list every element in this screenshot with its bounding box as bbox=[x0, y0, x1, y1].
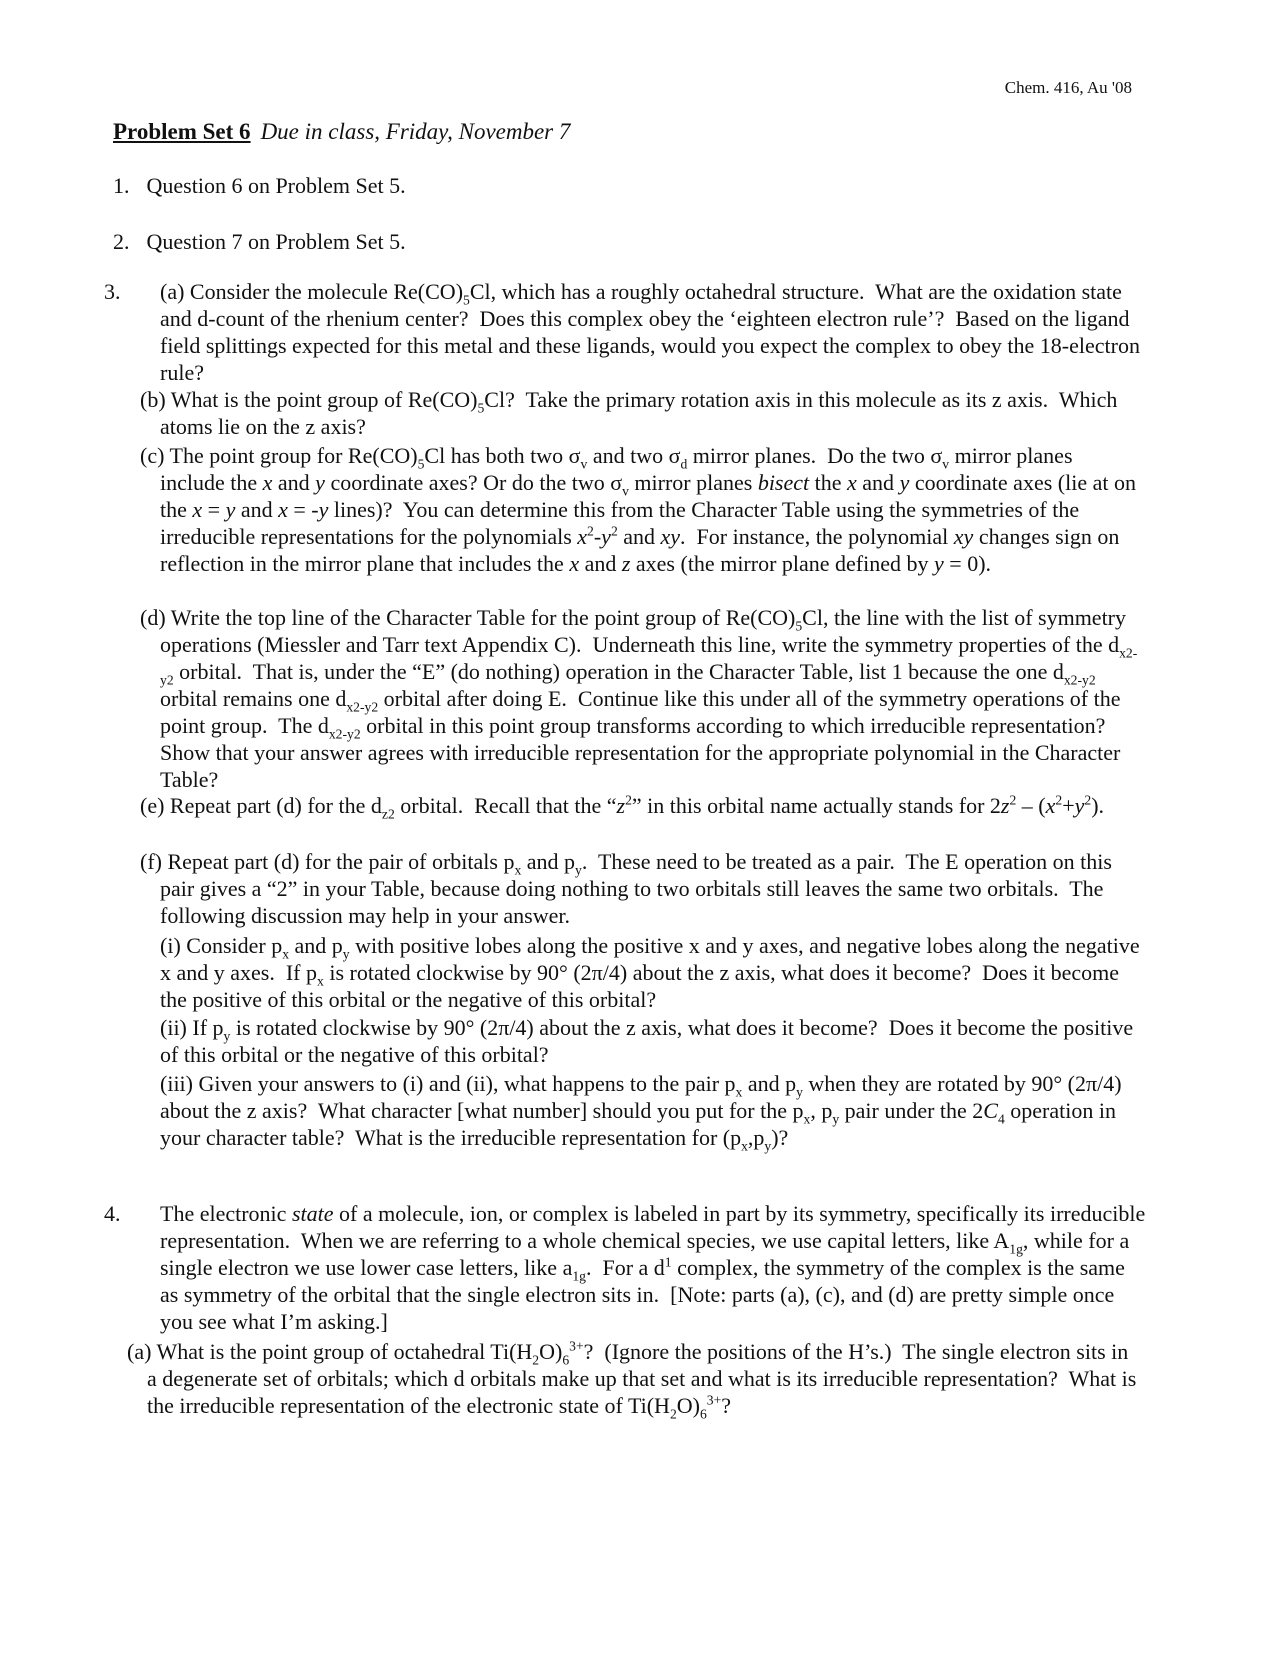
question-2 bbox=[113, 228, 1148, 255]
question-3-part-f: (f) Repeat part (d) for the pair of orbitals $p_x$ and $p_y$. These need to be treated as a pair. The E operation on this pair gives a “2” in your Table, because doing nothing to two orbitals still leaves the same two orbitals. The following discussion may help in your answer. bbox=[140, 849, 1112, 928]
question-number: 4. bbox=[104, 1201, 121, 1226]
part-label: (iii) bbox=[160, 1071, 193, 1096]
question-text: Question 7 on Problem Set 5. bbox=[146, 229, 406, 254]
question-number: 3. bbox=[104, 279, 121, 304]
question-3-part-e: (e) Repeat part (d) for the $d_{z2}$ orbital. Recall that the “$z^2$” in this orbital name actually stands for $2z^2 - (x^2+y^2)$. bbox=[140, 792, 1105, 822]
part-label: (f) bbox=[140, 849, 162, 874]
part-label: (ii) bbox=[160, 1015, 187, 1040]
question-3-part-a: 3. (a) Consider the molecule $Re(CO)_5Cl$, which has a roughly octahedral structure. What are the oxidation state and d-count of the rhenium center? Does this complex obey the ‘eighteen electron rule’? Based on the ligand field splittings expected for this metal and these ligands, would you expect the complex to obey the 18-electron rule? bbox=[104, 279, 1140, 385]
question-1 bbox=[113, 172, 1148, 199]
part-label: (e) bbox=[140, 793, 165, 818]
question-3-part-f-i: (i) Consider $p_x$ and $p_y$ with positive lobes along the positive x and y axes, and negative lobes along the negative x and y axes. If $p_x$ is rotated clockwise by 90° (2π/4) about the z axis, what does it become? Does it become the positive of this orbital or the negative of this orbital? bbox=[160, 933, 1140, 1012]
question-4-intro: 4. The electronic state of a molecule, ion, or complex is labeled in part by its symmetry, specifically its irreducible representation. When we are referring to a whole chemical species, we use capital letters, like $A_{1g}$, while for a single electron we use lower case letters, like $a_{1g}$. For a $d^1$ complex, the symmetry of the complex is the same as symmetry of the orbital that the single electron sits in. [Note: parts (a), (c), and (d) are pretty simple once you see what I’m asking.] bbox=[104, 1201, 1146, 1334]
question-3-part-c: (c) The point group for $Re(CO)_5Cl$ has both two $\sigma_v$ and two $\sigma_d$ mirror planes. Do the two $\sigma_v$ mirror planes include the x and y coordinate axes? Or do the two $\sigma_v$ mirror planes bisect the x and y coordinate axes (lie at on the x = y and x = -y lines)? You can determine this from the Character Table using the symmetries of the irreducible representations for the polynomials $x^2-y^2$ and xy. For instance, the polynomial xy changes sign on reflection in the mirror plane that includes the x and z axes (the mirror plane defined by y = 0). bbox=[140, 443, 1136, 576]
problem-set-title: Problem Set 6 bbox=[113, 119, 251, 144]
due-date: Due in class, Friday, November 7 bbox=[260, 119, 571, 144]
question-number: 2. bbox=[113, 229, 130, 254]
course-header: Chem. 416, Au '08 bbox=[1004, 78, 1132, 97]
page-title bbox=[113, 118, 570, 145]
part-label: (i) bbox=[160, 933, 181, 958]
question-4-part-a: (a) What is the point group of octahedral $Ti(H_2O)_6^{3+}$? (Ignore the positions of the H’s.) The single electron sits in a degenerate set of orbitals; which d orbitals make up that set and what is its irreducible representation? What is the irreducible representation of the electronic state of $Ti(H_2O)_6^{3+}$? bbox=[127, 1338, 1137, 1422]
question-3-part-f-iii: (iii) Given your answers to (i) and (ii), what happens to the pair $p_x$ and $p_y$ when they are rotated by 90° (2π/4) about the z axis? What character [what number] should you put for the $p_x$, $p_y$ pair under the $2C_4$ operation in your character table? What is the irreducible representation for $(p_x,p_y)$? bbox=[160, 1071, 1122, 1154]
question-3 bbox=[104, 278, 1148, 386]
part-label: (c) bbox=[140, 443, 165, 468]
question-text: Question 6 on Problem Set 5. bbox=[146, 173, 406, 198]
question-3-part-f-ii: (ii) If $p_y$ is rotated clockwise by 90° (2π/4) about the z axis, what does it become? Does it become the positive of this orbital or the negative of this orbital? bbox=[160, 1015, 1134, 1067]
question-number: 1. bbox=[113, 173, 130, 198]
part-label: (a) bbox=[127, 1339, 152, 1364]
question-3-part-b: (b) What is the point group of $Re(CO)_5Cl$? Take the primary rotation axis in this molecule as its z axis. Which atoms lie on the z axis? bbox=[140, 387, 1118, 439]
question-3-part-d: (d) Write the top line of the Character Table for the point group of $Re(CO)_5Cl$, the line with the list of symmetry operations (Miessler and Tarr text Appendix C). Underneath this line, write the symmetry properties of the $d_{x2-y2}$ orbital. That is, under the “E” (do nothing) operation in the Character Table, list 1 because the one $d_{x2-y2}$ orbital remains one $d_{x2-y2}$ orbital after doing E. Continue like this under all of the symmetry operations of the point group. The $d_{x2-y2}$ orbital in this point group transforms according to which irreducible representation? Show that your answer agrees with irreducible representation for the appropriate polynomial in the Character Table? bbox=[140, 605, 1138, 792]
question-4 bbox=[104, 1200, 1148, 1335]
part-label: (b) bbox=[140, 387, 166, 412]
part-label: (d) bbox=[140, 605, 166, 630]
part-label: (a) bbox=[160, 279, 185, 304]
